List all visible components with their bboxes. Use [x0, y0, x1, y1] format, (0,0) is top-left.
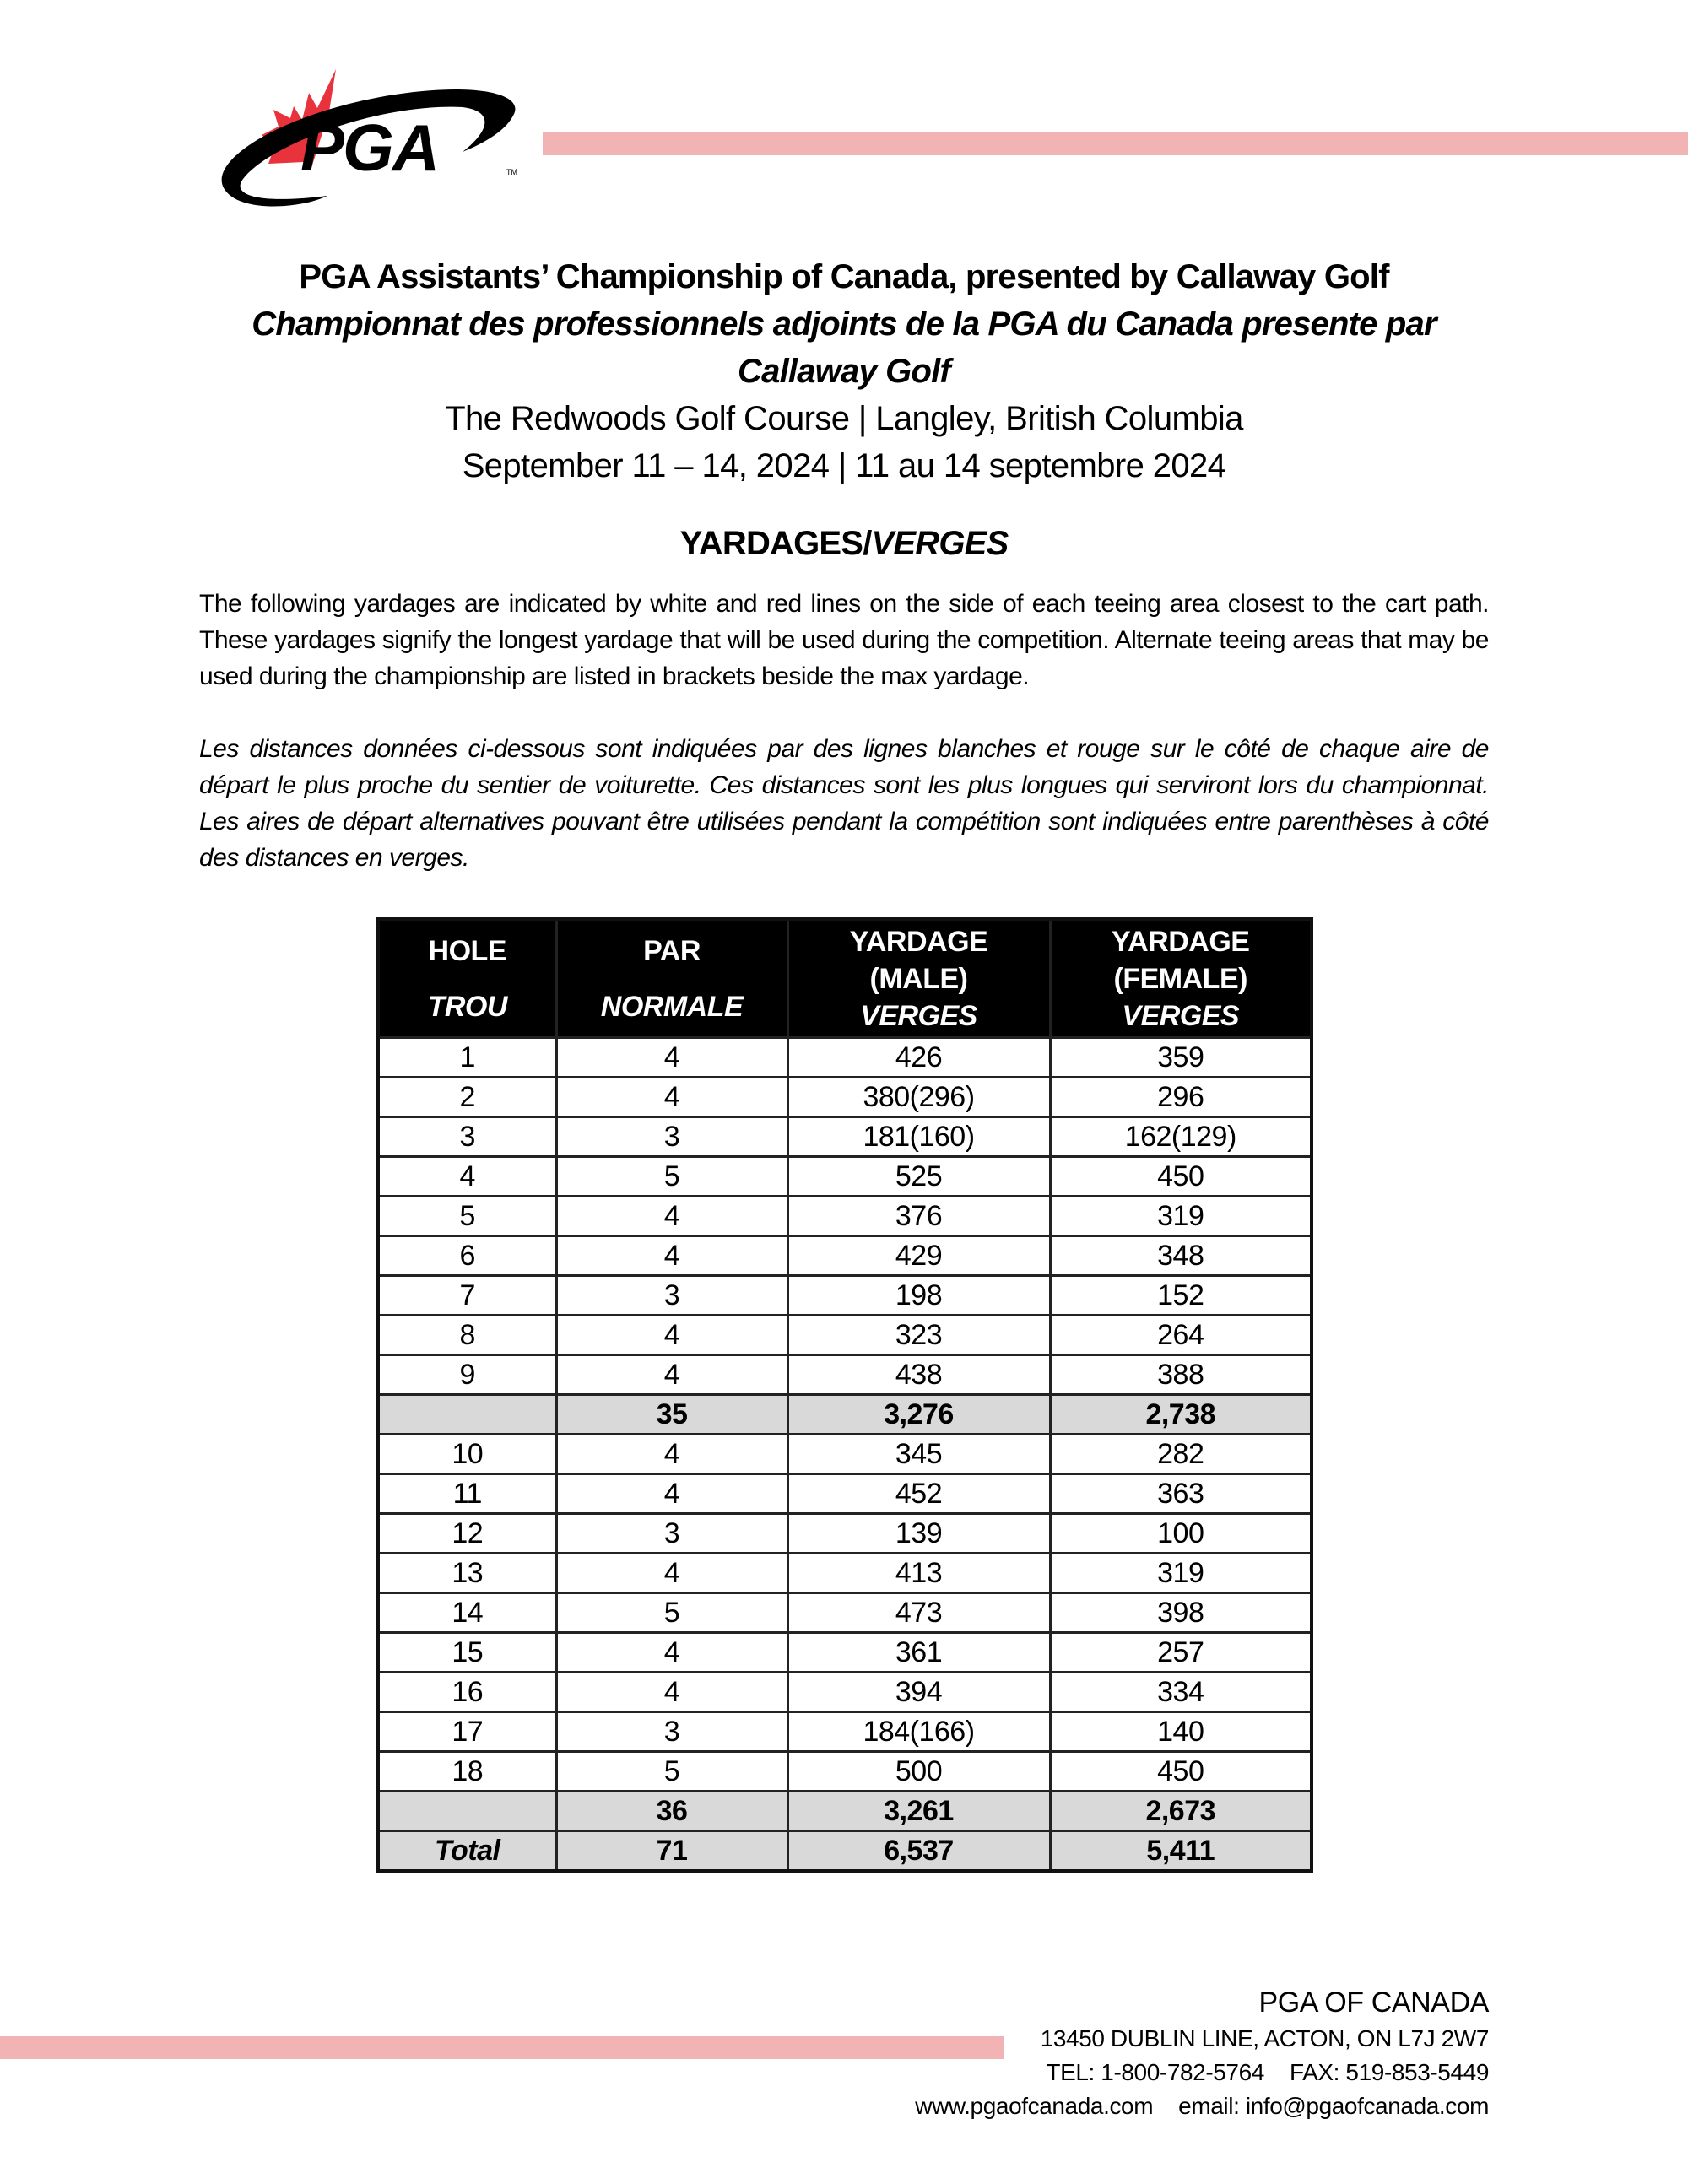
cell-male: 525: [787, 1157, 1050, 1197]
header-decorative-bar: [543, 132, 1688, 155]
table-row: [378, 1157, 1312, 1197]
total-row: [378, 1831, 1312, 1872]
cell-hole: 15: [378, 1633, 556, 1673]
table-row: [378, 1355, 1312, 1395]
table-row: [378, 1276, 1312, 1316]
cell-female: 257: [1050, 1633, 1312, 1673]
cell-female: 348: [1050, 1236, 1312, 1276]
cell-male: 452: [787, 1474, 1050, 1514]
cell-male: 361: [787, 1633, 1050, 1673]
footer-email-link[interactable]: email: info@pgaofcanada.com: [1178, 2093, 1489, 2119]
column-header-male-yardage: YARDAGE (MALE) VERGES: [787, 919, 1050, 1038]
cell-par: 4: [556, 1633, 787, 1673]
cell-hole: [378, 1395, 556, 1435]
cell-hole: 13: [378, 1554, 556, 1593]
cell-par: 5: [556, 1157, 787, 1197]
footer-web-email: [915, 2089, 1489, 2123]
cell-female: 334: [1050, 1673, 1312, 1712]
cell-hole: 14: [378, 1593, 556, 1633]
cell-female: 450: [1050, 1157, 1312, 1197]
cell-female: 2,738: [1050, 1395, 1312, 1435]
cell-hole: 1: [378, 1038, 556, 1078]
table-row: [378, 1712, 1312, 1752]
cell-female: 264: [1050, 1316, 1312, 1355]
cell-male: 380(296): [787, 1078, 1050, 1117]
cell-female: 450: [1050, 1752, 1312, 1792]
cell-hole: 8: [378, 1316, 556, 1355]
table-row: [378, 1117, 1312, 1157]
footer-tel: TEL: 1-800-782-5764: [1046, 2059, 1264, 2085]
cell-female: 359: [1050, 1038, 1312, 1078]
cell-male: 345: [787, 1435, 1050, 1474]
title-french-line2: Callaway Golf: [738, 353, 950, 390]
cell-hole: 5: [378, 1197, 556, 1236]
cell-male: 438: [787, 1355, 1050, 1395]
table-row: [378, 1474, 1312, 1514]
cell-female: 398: [1050, 1593, 1312, 1633]
table-row: [378, 1316, 1312, 1355]
cell-hole: 16: [378, 1673, 556, 1712]
cell-hole: 4: [378, 1157, 556, 1197]
yardage-table: [376, 917, 1313, 1873]
cell-par: 4: [556, 1673, 787, 1712]
cell-female: 319: [1050, 1554, 1312, 1593]
cell-par: 4: [556, 1078, 787, 1117]
cell-male: 429: [787, 1236, 1050, 1276]
table-row: [378, 1435, 1312, 1474]
cell-hole: 18: [378, 1752, 556, 1792]
cell-hole: 9: [378, 1355, 556, 1395]
cell-male: 323: [787, 1316, 1050, 1355]
cell-male: 3,276: [787, 1395, 1050, 1435]
cell-female: 2,673: [1050, 1792, 1312, 1831]
cell-female: 319: [1050, 1197, 1312, 1236]
cell-hole: 17: [378, 1712, 556, 1752]
table-row: [378, 1197, 1312, 1236]
footer-website-link[interactable]: www.pgaofcanada.com: [915, 2093, 1154, 2119]
cell-female: 100: [1050, 1514, 1312, 1554]
cell-male: 473: [787, 1593, 1050, 1633]
cell-female: 162(129): [1050, 1117, 1312, 1157]
dates: September 11 – 14, 2024 | 11 au 14 septembre 2024: [462, 447, 1226, 484]
cell-par: 35: [556, 1395, 787, 1435]
cell-par: 4: [556, 1038, 787, 1078]
table-row: [378, 1236, 1312, 1276]
cell-par: 4: [556, 1355, 787, 1395]
cell-male: 198: [787, 1276, 1050, 1316]
table-row: [378, 1514, 1312, 1554]
pga-logo-icon: [209, 52, 522, 221]
table-header-row: [378, 919, 1312, 1038]
cell-male: 376: [787, 1197, 1050, 1236]
subtotal-row-in: [378, 1792, 1312, 1831]
cell-par: 3: [556, 1276, 787, 1316]
table-row: [378, 1752, 1312, 1792]
cell-female: 388: [1050, 1355, 1312, 1395]
cell-hole: 10: [378, 1435, 556, 1474]
column-header-par: PAR NORMALE: [556, 919, 787, 1038]
cell-hole: 3: [378, 1117, 556, 1157]
svg-text:TM: TM: [506, 168, 517, 176]
cell-female: 140: [1050, 1712, 1312, 1752]
cell-female: 5,411: [1050, 1831, 1312, 1872]
column-header-hole: HOLE TROU: [378, 919, 556, 1038]
cell-par: 3: [556, 1117, 787, 1157]
cell-male: 139: [787, 1514, 1050, 1554]
cell-male: 184(166): [787, 1712, 1050, 1752]
cell-par: 4: [556, 1197, 787, 1236]
cell-male: 6,537: [787, 1831, 1050, 1872]
venue: The Redwoods Golf Course | Langley, British Columbia: [445, 400, 1243, 437]
cell-hole: 12: [378, 1514, 556, 1554]
table-row: [378, 1593, 1312, 1633]
cell-female: 296: [1050, 1078, 1312, 1117]
cell-par: 4: [556, 1554, 787, 1593]
cell-male: 181(160): [787, 1117, 1050, 1157]
footer-decorative-bar: [0, 2036, 1004, 2059]
cell-hole: 11: [378, 1474, 556, 1514]
cell-hole: Total: [378, 1831, 556, 1872]
column-header-female-yardage: YARDAGE (FEMALE) VERGES: [1050, 919, 1312, 1038]
footer-phone-fax: [915, 2056, 1489, 2089]
cell-par: 36: [556, 1792, 787, 1831]
cell-female: 282: [1050, 1435, 1312, 1474]
svg-text:PGA: PGA: [300, 111, 439, 185]
table-row: [378, 1633, 1312, 1673]
paragraph-french: Les distances données ci-dessous sont indiquées par des lignes blanches et rouge sur le côté de chaque aire de départ le plus proche du sentier de voiturette. Ces distances sont les plus longues qui serviront lors du championnat. Les aires de départ alternatives pouvant être utilisées pendant la compétition sont indiquées entre parenthèses à côté des distances en verges.: [199, 735, 1489, 872]
cell-par: 4: [556, 1316, 787, 1355]
cell-hole: 2: [378, 1078, 556, 1117]
document-header: [169, 253, 1519, 489]
cell-hole: 7: [378, 1276, 556, 1316]
cell-par: 5: [556, 1593, 787, 1633]
cell-par: 3: [556, 1514, 787, 1554]
footer-fax: FAX: 519-853-5449: [1289, 2059, 1489, 2085]
cell-par: 4: [556, 1435, 787, 1474]
heading-english: YARDAGES/: [679, 525, 872, 562]
cell-par: 3: [556, 1712, 787, 1752]
footer-org-name: PGA OF CANADA: [1258, 1987, 1489, 2019]
cell-female: 152: [1050, 1276, 1312, 1316]
cell-male: 394: [787, 1673, 1050, 1712]
footer-address: 13450 DUBLIN LINE, ACTON, ON L7J 2W7: [1040, 2025, 1489, 2052]
table-row: [378, 1038, 1312, 1078]
table-body: [378, 1038, 1312, 1872]
cell-male: 413: [787, 1554, 1050, 1593]
paragraph-english: The following yardages are indicated by white and red lines on the side of each teeing area closest to the cart path. These yardages signify the longest yardage that will be used during the competition. Alternate teeing areas that may be used during the championship are listed in brackets beside the max yardage.: [199, 590, 1489, 690]
cell-par: 5: [556, 1752, 787, 1792]
cell-male: 3,261: [787, 1792, 1050, 1831]
cell-female: 363: [1050, 1474, 1312, 1514]
section-heading: [169, 525, 1519, 563]
subtotal-row-out: [378, 1395, 1312, 1435]
cell-male: 500: [787, 1752, 1050, 1792]
cell-male: 426: [787, 1038, 1050, 1078]
table-row: [378, 1673, 1312, 1712]
table-row: [378, 1554, 1312, 1593]
title-french-line1: Championnat des professionnels adjoints de la PGA du Canada presente par: [252, 305, 1436, 343]
table-row: [378, 1078, 1312, 1117]
footer-contact: [915, 1983, 1489, 2123]
cell-hole: 6: [378, 1236, 556, 1276]
cell-par: 71: [556, 1831, 787, 1872]
heading-french: VERGES: [871, 525, 1009, 562]
title-english: PGA Assistants’ Championship of Canada, presented by Callaway Golf: [299, 258, 1389, 295]
cell-par: 4: [556, 1474, 787, 1514]
pga-logo: [209, 52, 522, 221]
cell-hole: [378, 1792, 556, 1831]
cell-par: 4: [556, 1236, 787, 1276]
